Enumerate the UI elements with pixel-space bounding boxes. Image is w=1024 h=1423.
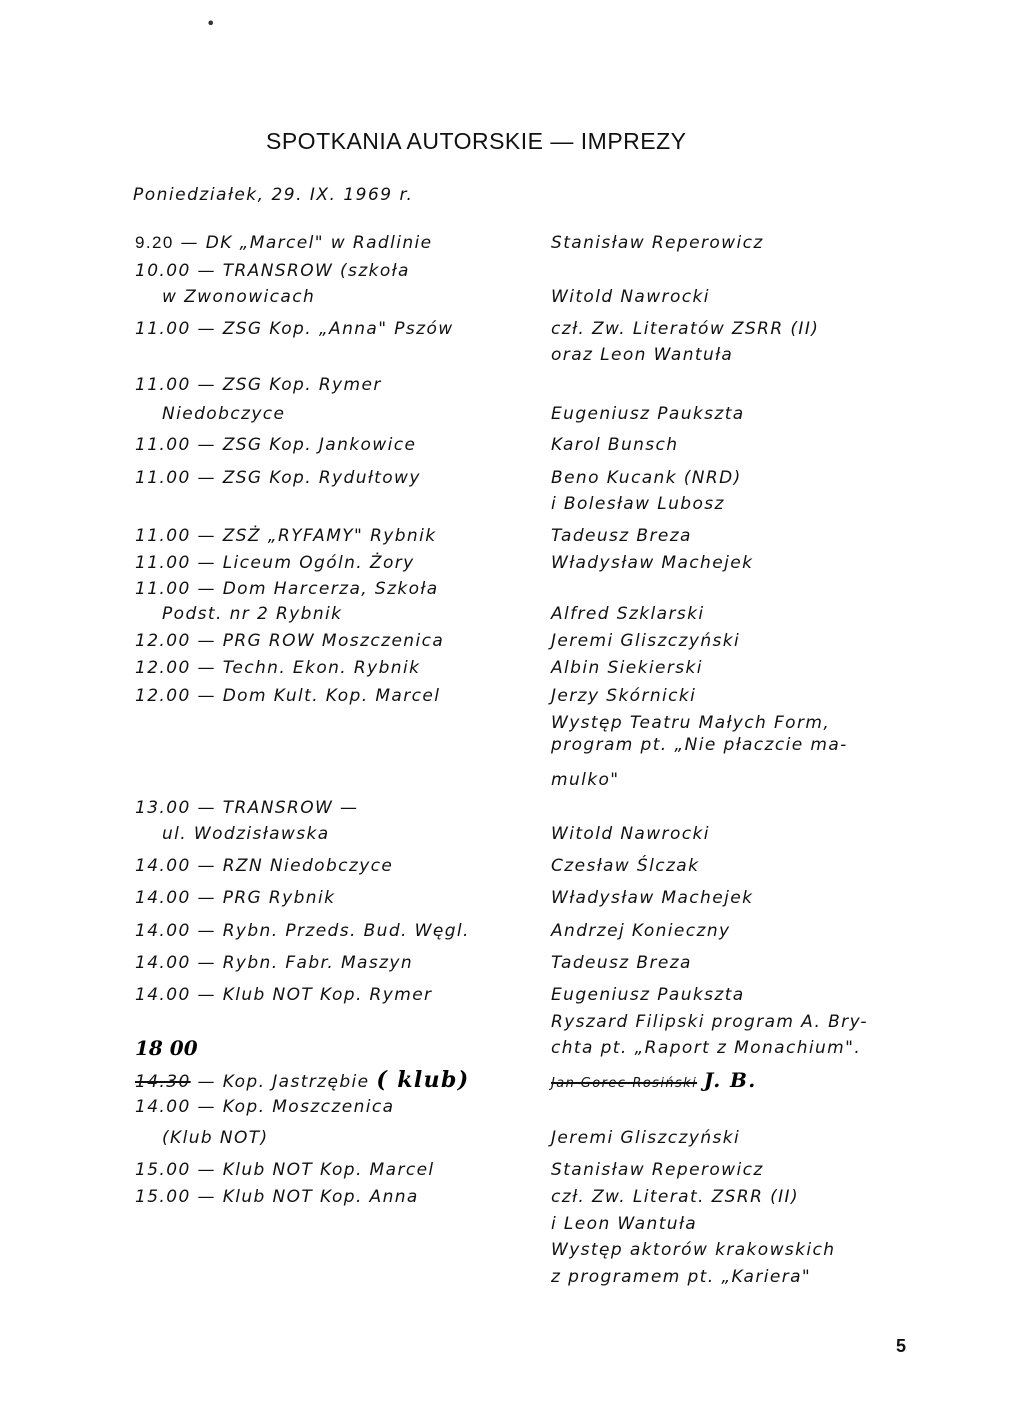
author-name: Eugeniusz Paukszta — [551, 404, 745, 424]
schedule-entry: 12.00 — Dom Kult. Kop. Marcel — [135, 686, 441, 706]
programme-note: z programem pt. „Kariera" — [551, 1267, 812, 1287]
author-name: Andrzej Konieczny — [551, 921, 731, 941]
schedule-entry: 11.00 — ZSG Kop. Rydułtowy — [135, 468, 421, 488]
author-name: oraz Leon Wantuła — [551, 345, 734, 365]
struck-author-name: Jan Gorec-Rosiński J. B. — [551, 1068, 757, 1092]
schedule-entry: 11.00 — ZSG Kop. Rymer — [135, 375, 382, 395]
programme-note: mulko" — [551, 770, 620, 790]
programme-note: program pt. „Nie płaczcie ma- — [551, 735, 848, 755]
schedule-entry: 10.00 — TRANSROW (szkoła — [135, 261, 410, 281]
schedule-entry: 14.00 — Rybn. Przeds. Bud. Węgl. — [135, 921, 470, 941]
schedule-entry: 11.00 — ZSŻ „RYFAMY" Rybnik — [135, 526, 437, 546]
author-name: Stanisław Reperowicz — [551, 233, 764, 253]
schedule-entry: 11.00 — Dom Harcerza, Szkoła — [135, 579, 439, 599]
programme-note: Występ Teatru Małych Form, — [551, 713, 831, 733]
author-name: Tadeusz Breza — [551, 953, 692, 973]
schedule-entry: 11.00 — ZSG Kop. „Anna" Pszów — [135, 319, 454, 339]
handwritten-initials: J. B. — [703, 1068, 757, 1092]
author-name: Witold Nawrocki — [551, 824, 710, 844]
author-name: i Bolesław Lubosz — [551, 494, 725, 514]
schedule-entry: 12.00 — PRG ROW Moszczenica — [135, 631, 445, 651]
author-name: Karol Bunsch — [551, 435, 679, 455]
schedule-entry: 11.00 — Liceum Ogóln. Żory — [135, 553, 415, 573]
struck-time: 14.30 — [135, 1072, 191, 1092]
page-title: SPOTKANIA AUTORSKIE — IMPREZY — [266, 128, 687, 154]
page-number: 5 — [896, 1336, 907, 1356]
author-name: Jeremi Gliszczyński — [551, 631, 741, 651]
author-name: Tadeusz Breza — [551, 526, 692, 546]
author-name: Czesław Ślczak — [551, 856, 700, 876]
programme-note: Występ aktorów krakowskich — [551, 1240, 836, 1260]
schedule-entry: 9.20 — DK „Marcel" w Radlinie — [135, 233, 433, 253]
author-name: Witold Nawrocki — [551, 287, 710, 307]
schedule-entry-continued: (Klub NOT) — [162, 1128, 269, 1148]
ink-speck: • — [206, 14, 216, 33]
schedule-entry: 11.00 — ZSG Kop. Jankowice — [135, 435, 417, 455]
author-name: Stanisław Reperowicz — [551, 1160, 764, 1180]
schedule-entry: 14.30 — Kop. Jastrzębie ( klub) — [135, 1067, 470, 1093]
schedule-entry: 14.00 — Klub NOT Kop. Rymer — [135, 985, 433, 1005]
schedule-entry: 12.00 — Techn. Ekon. Rybnik — [135, 658, 421, 678]
author-name: Jerzy Skórnicki — [551, 686, 697, 706]
author-name: Władysław Machejek — [551, 888, 754, 908]
schedule-entry-continued: ul. Wodzisławska — [162, 824, 330, 844]
author-name: czł. Zw. Literatów ZSRR (II) — [551, 319, 820, 339]
schedule-entry-continued: Podst. nr 2 Rybnik — [162, 604, 343, 624]
handwritten-klub-note: ( klub) — [376, 1067, 470, 1093]
schedule-entry: 14.00 — PRG Rybnik — [135, 888, 336, 908]
author-name: Beno Kucank (NRD) — [551, 468, 742, 488]
schedule-entry: 13.00 — TRANSROW — — [135, 798, 359, 818]
author-name: Jeremi Gliszczyński — [551, 1128, 741, 1148]
schedule-entry: 14.00 — RZN Niedobczyce — [135, 856, 394, 876]
author-name: Władysław Machejek — [551, 553, 754, 573]
author-name: i Leon Wantuła — [551, 1214, 698, 1234]
schedule-entry: 15.00 — Klub NOT Kop. Anna — [135, 1187, 419, 1207]
author-name: Eugeniusz Paukszta — [551, 985, 745, 1005]
programme-note: Ryszard Filipski program A. Bry- — [551, 1012, 868, 1032]
schedule-entry: 14.00 — Rybn. Fabr. Maszyn — [135, 953, 414, 973]
handwritten-time-correction: 18 00 — [135, 1036, 198, 1060]
schedule-entry: 14.00 — Kop. Moszczenica — [135, 1097, 395, 1117]
programme-note: chta pt. „Raport z Monachium". — [551, 1038, 862, 1058]
author-name: Alfred Szklarski — [551, 604, 705, 624]
author-name: Albin Siekierski — [551, 658, 703, 678]
event-date: Poniedziałek, 29. IX. 1969 r. — [133, 185, 414, 205]
author-name: czł. Zw. Literat. ZSRR (II) — [551, 1187, 799, 1207]
schedule-entry: 15.00 — Klub NOT Kop. Marcel — [135, 1160, 435, 1180]
schedule-entry-continued: Niedobczyce — [162, 404, 286, 424]
schedule-entry-continued: w Zwonowicach — [162, 287, 316, 307]
